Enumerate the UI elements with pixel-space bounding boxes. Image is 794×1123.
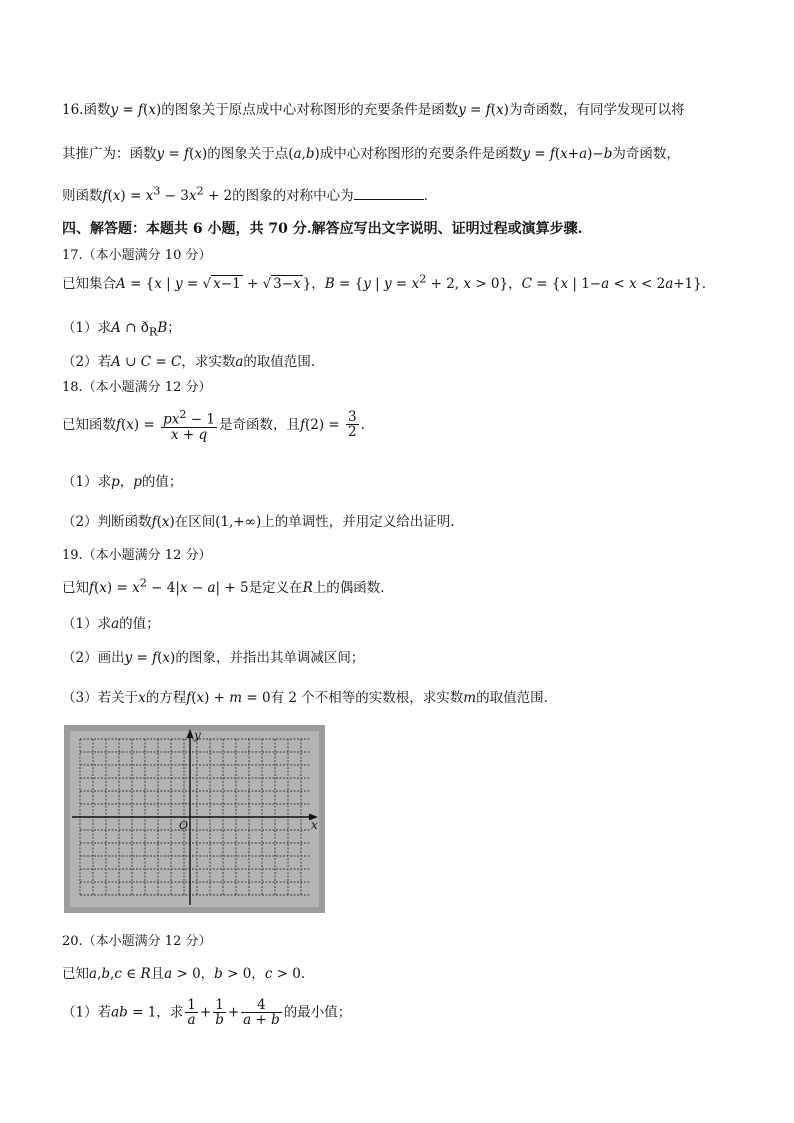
q16-text: 的图象的对称中心为 xyxy=(232,188,354,204)
x-axis-label: x xyxy=(311,818,318,832)
q16-line-3: 则函数$f(x) = x^3 - 3x^2 + 2$的图象的对称中心为 . xyxy=(62,184,428,204)
q16-text: 其推广为：函数 xyxy=(62,146,157,162)
q16-text: 16.函数 xyxy=(62,102,111,118)
coordinate-grid-image xyxy=(64,725,325,913)
q16-text: 为奇函数， xyxy=(612,146,680,162)
q20-stem: 已知a,b,c ∈ R且a > 0，b > 0，c > 0. xyxy=(62,966,306,982)
q18-part1: （1）求p，p的值； xyxy=(62,474,183,490)
q19-part2: （2）画出y = f(x)的图象，并指出其单调减区间； xyxy=(62,650,365,666)
q16-text: 的图象关于点 xyxy=(207,146,289,162)
q19-stem: 已知$f(x) = x^2 - 4|x - a| + 5$是定义在R上的偶函数. xyxy=(62,576,385,596)
q16-text: 为奇函数，有同学发现可以将 xyxy=(508,102,685,118)
q16-line-1: 16.函数y = f(x)的图象关于原点成中心对称图形的充要条件是函数y = f(x)为奇函数，有同学发现可以将 xyxy=(62,102,685,118)
origin-label: O xyxy=(179,819,189,832)
q19-part1: （1）求a的值； xyxy=(62,616,160,632)
q19-header: 19.（本小题满分 12 分） xyxy=(62,548,212,563)
q16-line-2: 其推广为：函数y = f(x)的图象关于点(a,b)成中心对称图形的充要条件是函数y = f(x+a)−b为奇函数， xyxy=(62,146,680,162)
q16-text: 则函数 xyxy=(62,188,103,204)
q20-part1: （1）若ab = 1，求 $\frac{1}{a}$ + $\frac{1}{b}$ + $\frac{4}{a + b}$ 的最小值； xyxy=(62,997,352,1028)
section-heading: 四、解答题：本题共 6 小题，共 70 分.解答应写出文字说明、证明过程或演算步骤. xyxy=(62,221,583,237)
q16-text: 的图象关于原点成中心对称图形的充要条件是函数 xyxy=(161,102,459,118)
q18-part2: （2）判断函数f(x)在区间(1,+∞)上的单调性，并用定义给出证明. xyxy=(62,514,455,530)
answer-blank xyxy=(354,187,424,200)
q17-header: 17.（本小题满分 10 分） xyxy=(62,248,212,263)
q20-header: 20.（本小题满分 12 分） xyxy=(62,934,212,949)
q18-stem: 已知函数f(x) = $\frac{px^2 - 1}{x + q}$ 是奇函数，且f(2) = $\frac{3}{2}$ . xyxy=(62,408,365,443)
q17-part1: （1）求A ∩ $ð_RB$； xyxy=(62,320,181,339)
q18-header: 18.（本小题满分 12 分） xyxy=(62,380,212,395)
q17-stem: 已知集合A = {x | y = √ x−1 + √ 3−x }，B = {y | $y = x^2 + 2$, x > 0}，C = {x | 1−a < x < 2a+1}. xyxy=(62,272,707,292)
q19-part3: （3）若关于x的方程f(x) + m = 0有 2 个不相等的实数根，求实数m的取值范围. xyxy=(62,690,548,706)
y-axis-label: y xyxy=(194,728,201,742)
q16-text: 成中心对称图形的充要条件是函数 xyxy=(319,146,523,162)
q17-part2: （2）若A ∪ C = C，求实数a的取值范围. xyxy=(62,354,316,370)
